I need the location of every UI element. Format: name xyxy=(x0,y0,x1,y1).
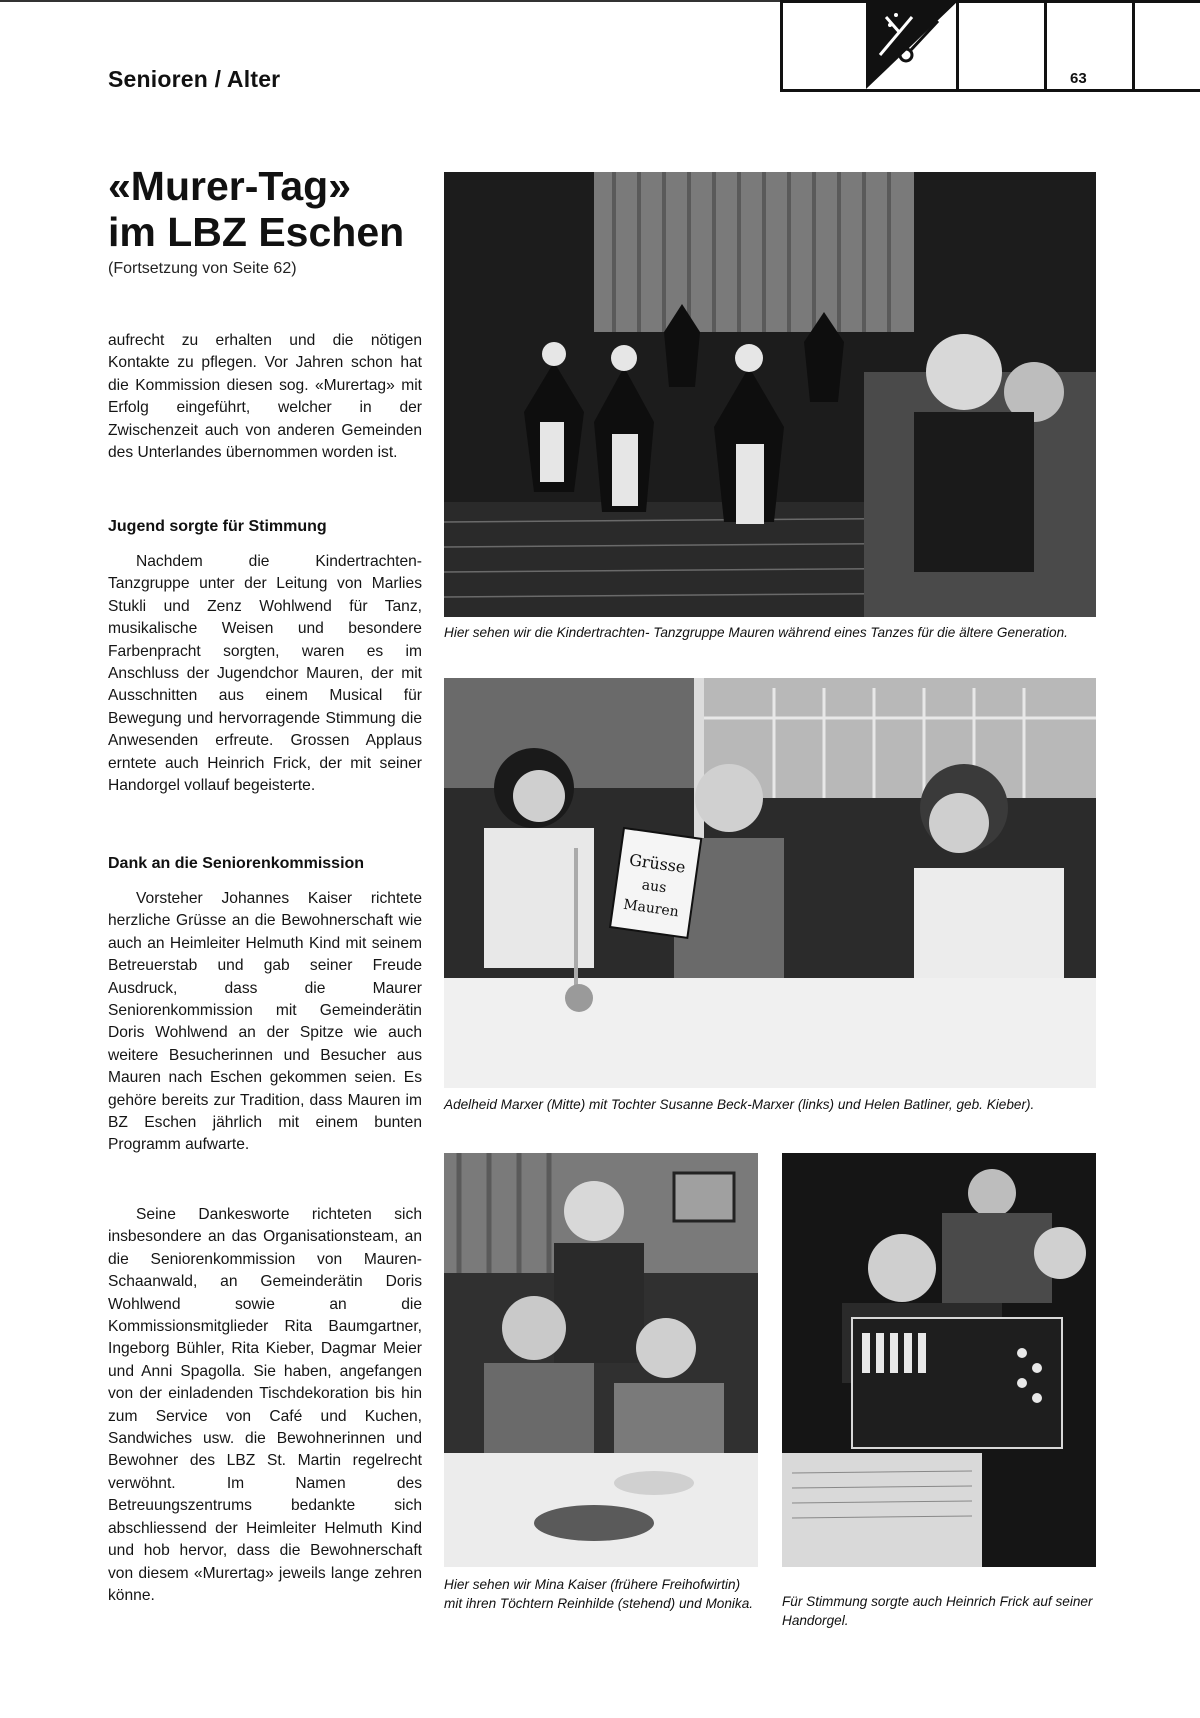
header-tick xyxy=(956,0,959,92)
sign-text: Grüsse xyxy=(628,850,687,877)
photo-dance-group xyxy=(444,172,1096,617)
header-bar xyxy=(780,0,1200,92)
table-scene-image xyxy=(444,678,1096,1088)
top-rule xyxy=(0,0,780,2)
header-baseline xyxy=(780,89,1200,92)
paragraph-text: Vorsteher Johannes Kaiser richtete herzliche Grüsse an die Bewohnerschaft wie auch an Heimleiter Helmuth Kind mit seinem Betreuerstab und gab seiner Freude Ausdruck, dass die Maurer Seniorenkommission mit Gemeinderätin Doris Wohlwend an der Spitze wie auch weitere Besucherinnen und Besucher aus Mauren nach Eschen gekommen seien. Es gehöre bereits zur Tradition, dass Mauren im BZ Eschen jährlich mit einem bunten Programm aufwarte. xyxy=(108,890,422,1154)
article-title xyxy=(108,164,438,256)
coat-of-arms-icon xyxy=(866,3,956,89)
photo-caption: Adelheid Marxer (Mitte) mit Tochter Susanne Beck-Marxer (links) und Helen Batliner, geb. Kieber). xyxy=(444,1097,1035,1112)
page-number: 63 xyxy=(1070,70,1087,87)
section-paragraph xyxy=(108,551,422,797)
article-title-line: «Murer-Tag» xyxy=(108,163,352,209)
family-scene-image xyxy=(444,1153,758,1567)
section-paragraph xyxy=(108,888,422,1157)
photo-caption: Hier sehen wir Mina Kaiser (frühere Freihofwirtin) mit ihren Töchtern Reinhilde (stehend) und Monika. xyxy=(444,1577,754,1611)
photo-family xyxy=(444,1153,758,1567)
dance-scene-image xyxy=(444,172,1096,617)
section-heading: Jugend sorgte für Stimmung xyxy=(108,518,327,535)
section-label: Senioren / Alter xyxy=(108,66,281,92)
photo-caption: Hier sehen wir die Kindertrachten- Tanzgruppe Mauren während eines Tanzes für die ältere Generation. xyxy=(444,625,1068,640)
photo-caption: Für Stimmung sorgte auch Heinrich Frick auf seiner Handorgel. xyxy=(782,1594,1093,1628)
accordion-scene-image xyxy=(782,1153,1096,1567)
header-topline xyxy=(780,0,1200,3)
article-subtitle: (Fortsetzung von Seite 62) xyxy=(108,260,297,277)
paragraph-text: Seine Dankesworte richteten sich insbesondere an das Organisationsteam, an die Seniorenkommission von Mauren-Schaanwald, an Gemeinderätin Doris Wohlwend sowie an die Kommissionsmitglieder Rita Baumgartner, Ingeborg Bühler, Rita Kieber, Dagmar Meier und Anni Spagolla. Sie haben, angefangen von der einladenden Tischdekoration bis hin zum Service von Café und Kuchen, Sandwiches usw. die Bewohnerinnen und Bewohner des LBZ St. Martin regelrecht verwöhnt. Im Namen des Betreuungszentrums bedankte sich abschliessend der Heimleiter Helmuth Kind und hob hervor, dass die Bewohnerschaft von diesem «Murertag» jeweils lange zehren könne. xyxy=(108,1206,422,1604)
paragraph-text: Nachdem die Kindertrachten- Tanzgruppe unter der Leitung von Marlies Stukli und Zenz Wohlwend für Tanz, musikalische Weisen und besondere Farbenpracht sorgten, waren es im Anschluss der Jugendchor Mauren, der mit Ausschnitten aus einem Musical für Bewegung und hervorragende Stimmung die Anwesenden erfreute. Grossen Applaus erntete auch Heinrich Frick, der mit seiner Handorgel vollauf begeisterte. xyxy=(108,553,422,795)
photo-accordion-player xyxy=(782,1153,1096,1567)
article-title-line: im LBZ Eschen xyxy=(108,208,405,255)
header-tick xyxy=(1044,0,1047,92)
intro-paragraph xyxy=(108,330,422,464)
sign-text: Mauren xyxy=(622,896,680,921)
section-heading: Dank an die Seniorenkommission xyxy=(108,855,365,872)
sign-text: aus xyxy=(640,877,668,897)
header-tick xyxy=(1132,0,1135,92)
section-paragraph xyxy=(108,1204,422,1607)
header-tick xyxy=(780,0,783,92)
photo-table-guests xyxy=(444,678,1096,1088)
paragraph-text: aufrecht zu erhalten und die nötigen Kontakte zu pflegen. Vor Jahren schon hat die Kommission diesen sog. «Murertag» mit Erfolg eingeführt, welcher in der Zwischenzeit auch von anderen Gemeinden des Unterlandes übernommen worden ist. xyxy=(108,332,422,462)
